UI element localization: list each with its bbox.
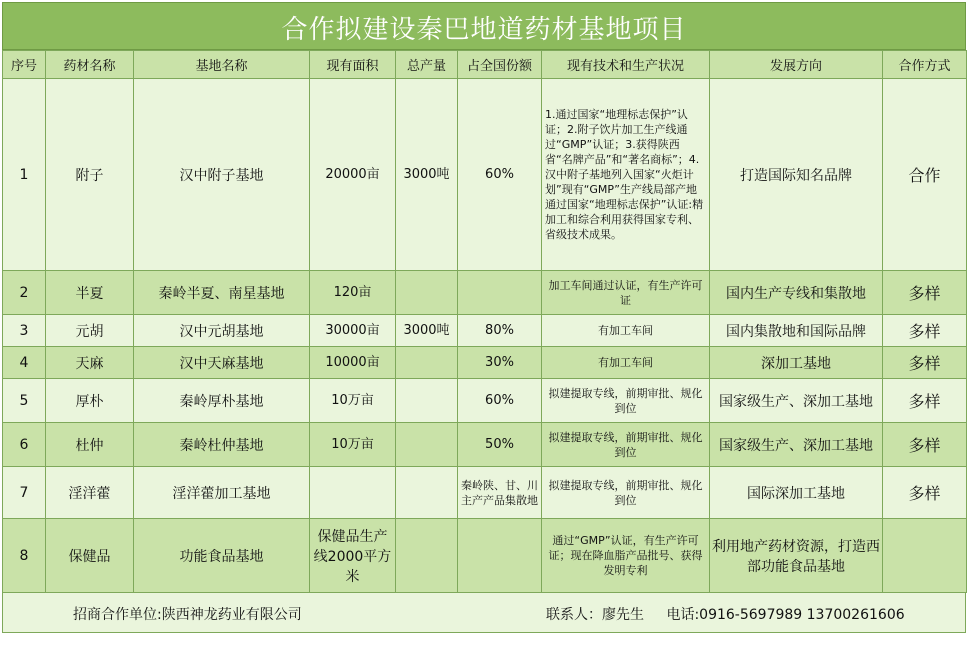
cell-no: 4 [3,347,46,379]
contact-info [546,604,923,624]
cell-share: 80% [458,315,542,347]
header-base: 基地名称 [134,51,310,79]
cell-no: 3 [3,315,46,347]
cell-herb: 厚朴 [46,379,134,423]
cell-direction: 国内生产专线和集散地 [710,271,883,315]
header-tech: 现有技术和生产状况 [542,51,710,79]
cell-coop: 多样 [883,467,967,519]
header-coop: 合作方式 [883,51,967,79]
cell-coop [883,519,967,593]
cell-area: 10万亩 [310,379,396,423]
cell-no: 5 [3,379,46,423]
cell-output [396,379,458,423]
cell-tech: 有加工车间 [542,347,710,379]
cell-area: 10000亩 [310,347,396,379]
cell-tech: 1.通过国家“地理标志保护”认证；2.附子饮片加工生产线通过“GMP”认证；3.获得陕西省“名牌产品”和“著名商标”；4.汉中附子基地列入国家“火炬计划”现有“GMP”生产线局部产地通过国家“地理标志保护”认证:精加工和综合利用获得国家专利、省级技术成果。 [542,79,710,271]
company-name: 招商合作单位:陕西神龙药业有限公司 [73,607,302,623]
cell-base: 秦岭半夏、南星基地 [134,271,310,315]
cell-herb: 保健品 [46,519,134,593]
table-row [3,519,967,593]
cell-share: 30% [458,347,542,379]
header-herb: 药材名称 [46,51,134,79]
cell-share [458,271,542,315]
cell-herb: 元胡 [46,315,134,347]
table-row [3,423,967,467]
cell-herb: 杜仲 [46,423,134,467]
header-direction: 发展方向 [710,51,883,79]
project-table [2,50,967,593]
cell-base: 秦岭厚朴基地 [134,379,310,423]
cell-direction: 国家级生产、深加工基地 [710,423,883,467]
cell-tech: 拟建提取专线，前期审批、规化到位 [542,379,710,423]
cell-share: 60% [458,79,542,271]
cell-tech: 加工车间通过认证，有生产许可证 [542,271,710,315]
table-row [3,379,967,423]
cell-herb: 半夏 [46,271,134,315]
header-output: 总产量 [396,51,458,79]
cell-output: 3000吨 [396,79,458,271]
cell-base: 汉中元胡基地 [134,315,310,347]
cell-output [396,423,458,467]
header-area: 现有面积 [310,51,396,79]
project-sheet [2,2,966,658]
cell-no: 2 [3,271,46,315]
cell-output [396,347,458,379]
contact-footer [2,593,966,633]
cell-base: 秦岭杜仲基地 [134,423,310,467]
cell-share [458,519,542,593]
header-row [3,51,967,79]
cell-coop: 合作 [883,79,967,271]
contact-person: 联系人：廖先生 [546,607,644,623]
cell-direction: 国内集散地和国际品牌 [710,315,883,347]
cell-output: 3000吨 [396,315,458,347]
cell-area: 120亩 [310,271,396,315]
cell-herb: 天麻 [46,347,134,379]
cell-base: 淫洋藿加工基地 [134,467,310,519]
cell-share: 50% [458,423,542,467]
cell-output [396,519,458,593]
cell-area: 20000亩 [310,79,396,271]
header-no: 序号 [3,51,46,79]
cell-area: 保健品生产线2000平方米 [310,519,396,593]
cell-direction: 利用地产药材资源，打造西部功能食品基地 [710,519,883,593]
cell-coop: 多样 [883,347,967,379]
cell-output [396,467,458,519]
cell-output [396,271,458,315]
table-row [3,347,967,379]
cell-direction: 国家级生产、深加工基地 [710,379,883,423]
cell-no: 6 [3,423,46,467]
cell-coop: 多样 [883,271,967,315]
cell-tech: 通过“GMP”认证，有生产许可证；现在降血脂产品批号、获得发明专利 [542,519,710,593]
cell-tech: 拟建提取专线，前期审批、规化到位 [542,423,710,467]
cell-no: 7 [3,467,46,519]
table-row [3,79,967,271]
cell-share: 秦岭陕、甘、川主产产品集散地 [458,467,542,519]
cell-coop: 多样 [883,379,967,423]
table-row [3,271,967,315]
sheet-title: 合作拟建设秦巴地道药材基地项目 [2,2,966,50]
cell-herb: 淫洋藿 [46,467,134,519]
cell-direction: 打造国际知名品牌 [710,79,883,271]
cell-direction: 国际深加工基地 [710,467,883,519]
contact-phone: 电话:0916-5697989 13700261606 [666,607,905,623]
cell-area [310,467,396,519]
cell-no: 1 [3,79,46,271]
cell-direction: 深加工基地 [710,347,883,379]
cell-tech: 有加工车间 [542,315,710,347]
cell-base: 汉中附子基地 [134,79,310,271]
cell-area: 10万亩 [310,423,396,467]
table-row [3,315,967,347]
cell-share: 60% [458,379,542,423]
cell-coop: 多样 [883,315,967,347]
cell-coop: 多样 [883,423,967,467]
header-share: 占全国份额 [458,51,542,79]
cell-no: 8 [3,519,46,593]
cell-tech: 拟建提取专线，前期审批、规化到位 [542,467,710,519]
cell-base: 功能食品基地 [134,519,310,593]
cell-herb: 附子 [46,79,134,271]
cell-area: 30000亩 [310,315,396,347]
cell-base: 汉中天麻基地 [134,347,310,379]
table-row [3,467,967,519]
